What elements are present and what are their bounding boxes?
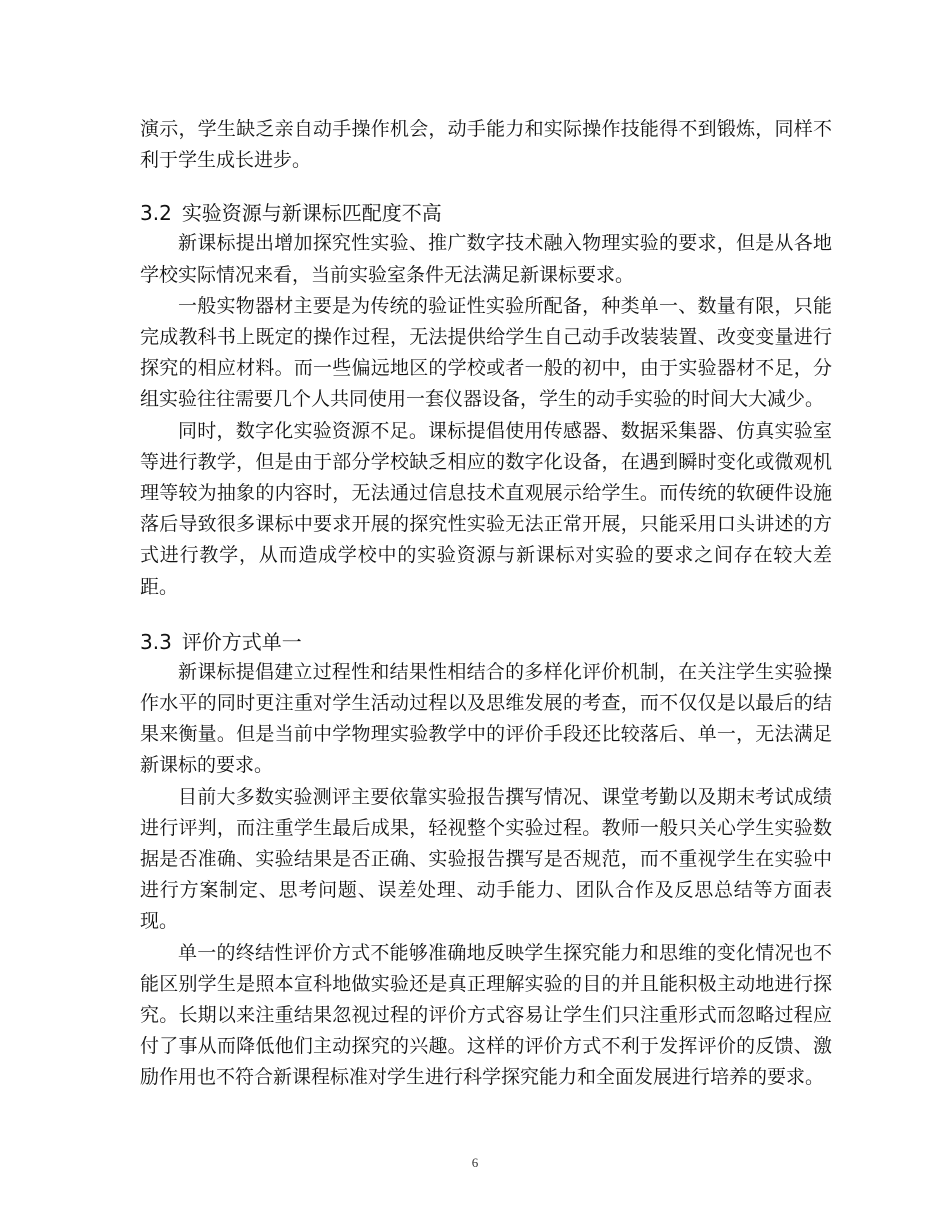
section-heading-3-3 (140, 627, 832, 657)
intro-paragraph: 演示，学生缺乏亲自动手操作机会，动手能力和实际操作技能得不到锻炼，同样不利于学生成长进步。 (140, 118, 832, 172)
body-paragraph: 一般实物器材主要是为传统的验证性实验所配备，种类单一、数量有限，只能完成教科书上既定的操作过程，无法提供给学生自己动手改装装置、改变变量进行探究的相应材料。而一些偏远地区的学校或者一般的初中，由于实验器材不足，分组实验往往需要几个人共同使用一套仪器设备，学生的动手实验的时间大大减少。 (140, 294, 832, 411)
section-title: 实验资源与新课标匹配度不高 (181, 201, 442, 226)
section-title: 评价方式单一 (181, 629, 302, 654)
section-number: 3.3 (140, 629, 172, 654)
body-paragraph: 新课标提倡建立过程性和结果性相结合的多样化评价机制，在关注学生实验操作水平的同时更注重对学生活动过程以及思维发展的考查，而不仅仅是以最后的结果来衡量。但是当前中学物理实验教学中的评价手段还比较落后、单一，无法满足新课标的要求。 (140, 660, 832, 777)
body-paragraph: 同时，数字化实验资源不足。课标提倡使用传感器、数据采集器、仿真实验室等进行教学，但是由于部分学校缺乏相应的数字化设备，在遇到瞬时变化或微观机理等较为抽象的内容时，无法通过信息技术直观展示给学生。而传统的软硬件设施落后导致很多课标中要求开展的探究性实验无法正常开展，只能采用口头讲述的方式进行教学，从而造成学校中的实验资源与新课标对实验的要求之间存在较大差距。 (140, 419, 832, 598)
body-paragraph: 新课标提出增加探究性实验、推广数字技术融入物理实验的要求，但是从各地学校实际情况来看，当前实验室条件无法满足新课标要求。 (140, 232, 832, 286)
page-number: 6 (471, 1155, 479, 1170)
section-number: 3.2 (140, 201, 172, 226)
page-body (140, 114, 832, 1094)
body-paragraph: 单一的终结性评价方式不能够准确地反映学生探究能力和思维的变化情况也不能区别学生是照本宣科地做实验还是真正理解实验的目的并且能积极主动地进行探究。长期以来注重结果忽视过程的评价方式容易让学生们只注重形式而忽略过程应付了事从而降低他们主动探究的兴趣。这样的评价方式不利于发挥评价的反馈、激励作用也不符合新课程标准对学生进行科学探究能力和全面发展进行培养的要求。 (140, 941, 832, 1089)
section-heading-3-2 (140, 198, 832, 228)
body-paragraph: 目前大多数实验测评主要依靠实验报告撰写情况、课堂考勤以及期末考试成绩进行评判，而注重学生最后成果，轻视整个实验过程。教师一般只关心学生实验数据是否准确、实验结果是否正确、实验报告撰写是否规范，而不重视学生在实验中进行方案制定、思考问题、误差处理、动手能力、团队合作及反思总结等方面表现。 (140, 785, 832, 933)
